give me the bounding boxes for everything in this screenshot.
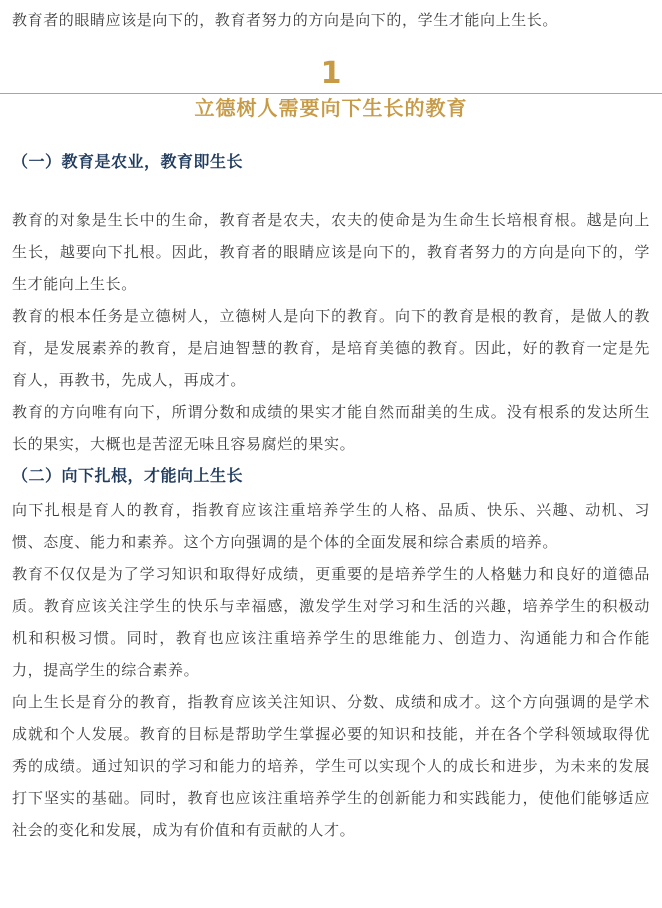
subsection-heading-2: （二）向下扎根，才能向上生长 [12,466,244,485]
section-header [0,56,662,126]
body-paragraph: 教育的根本任务是立德树人，立德树人是向下的教育。向下的教育是根的教育，是做人的教育，是发展素养的教育，是启迪智慧的教育，是培育美德的教育。因此，好的教育一定是先育人，再教书，先成人，再成才。 [12,307,650,389]
section-number: 1 [320,56,342,91]
body-paragraph: 向上生长是育分的教育，指教育应该关注知识、分数、成绩和成才。这个方向强调的是学术成就和个人发展。教育的目标是帮助学生掌握必要的知识和技能，并在各个学科领域取得优秀的成绩。通过知识的学习和能力的培养，学生可以实现个人的成长和进步，为未来的发展打下坚实的基础。同时，教育也应该注重培养学生的创新能力和实践能力，使他们能够适应社会的变化和发展，成为有价值和有贡献的人才。 [12,693,650,839]
intro-paragraph: 教育者的眼睛应该是向下的，教育者努力的方向是向下的，学生才能向上生长。 [12,11,559,29]
body-paragraph: 向下扎根是育人的教育，指教育应该注重培养学生的人格、品质、快乐、兴趣、动机、习惯、态度、能力和素养。这个方向强调的是个体的全面发展和综合素质的培养。 [12,501,650,551]
subsection-body-2 [0,494,662,846]
subsection-body-1 [0,204,662,460]
section-title: 立德树人需要向下生长的教育 [194,96,468,120]
body-paragraph: 教育的方向唯有向下，所谓分数和成绩的果实才能自然而甜美的生成。没有根系的发达所生长的果实，大概也是苦涩无味且容易腐烂的果实。 [12,403,650,453]
subsection-heading-1: （一）教育是农业，教育即生长 [12,152,244,171]
body-paragraph: 教育的对象是生长中的生命，教育者是农夫，农夫的使命是为生命生长培根育根。越是向上生长，越要向下扎根。因此，教育者的眼睛应该是向下的，教育者努力的方向是向下的，学生才能向上生长。 [12,211,650,293]
body-paragraph: 教育不仅仅是为了学习知识和取得好成绩，更重要的是培养学生的人格魅力和良好的道德品质。教育应该关注学生的快乐与幸福感，激发学生对学习和生活的兴趣，培养学生的积极动机和积极习惯。同时，教育也应该注重培养学生的思维能力、创造力、沟通能力和合作能力，提高学生的综合素养。 [12,565,650,679]
